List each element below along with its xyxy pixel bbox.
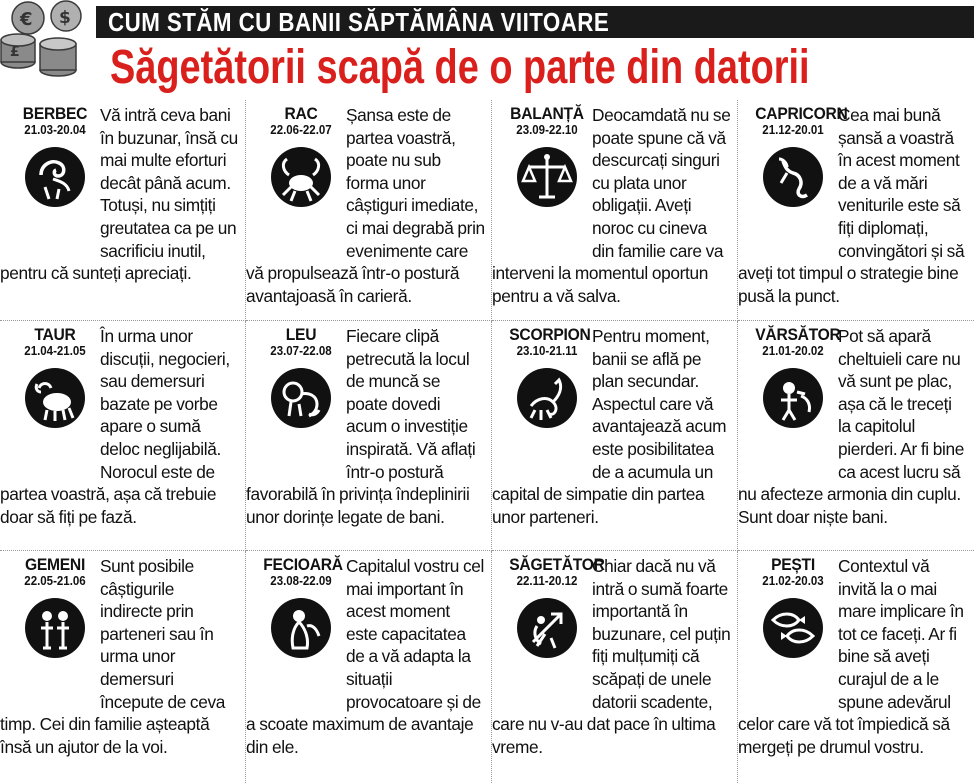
sign-card <box>0 551 246 783</box>
archer-icon <box>515 596 579 660</box>
sign-name: TAUR <box>34 325 76 344</box>
sign-badge <box>14 555 96 697</box>
sign-name: SĂGETĂTOR <box>509 555 605 574</box>
maiden-icon <box>269 596 333 660</box>
twins-icon <box>23 596 87 660</box>
sign-card <box>492 551 738 783</box>
fish-icon <box>761 596 825 660</box>
sign-badge <box>752 325 841 467</box>
sign-dates: 21.02-20.03 <box>762 574 824 588</box>
horoscope-grid <box>0 100 974 783</box>
goat-icon <box>761 145 825 209</box>
sign-text: Sunt posibile câștigurile indirecte prin parteneri sau în urma unor demersuri începute de ceva timp. Cei din familie așteaptă însă un ajutor de la voi. <box>0 556 226 757</box>
sign-dates: 21.12-20.01 <box>762 123 824 137</box>
sign-card <box>492 321 738 551</box>
sign-dates: 22.11-20.12 <box>516 574 578 588</box>
sign-text: Deocamdată nu se poate spune că vă descurcați singuri cu plata unor obligații. Aveți noroc cu cineva din familie care va interveni la momentul oportun pentru a vă salva. <box>492 105 731 306</box>
sign-name: BALANȚĂ <box>510 104 584 123</box>
sign-badge <box>260 104 342 246</box>
crab-icon <box>269 145 333 209</box>
sign-dates: 21.04-21.05 <box>24 344 86 358</box>
section-title: CUM STĂM CU BANII SĂPTĂMÂNA VIITOARE <box>108 7 610 37</box>
sign-text: Pentru moment, banii se află pe plan secundar. Aspectul care vă avantajează acum este posibilitatea de a acumula un capital de simpatie din partea unor parteneri. <box>492 326 727 527</box>
lion-icon <box>269 366 333 430</box>
sign-name: CAPRICORN <box>755 104 848 123</box>
sign-badge <box>752 104 848 246</box>
sign-card <box>738 100 974 321</box>
sign-dates: 21.01-20.02 <box>762 344 824 358</box>
sign-name: PEȘTI <box>771 555 815 574</box>
sign-badge <box>260 325 342 467</box>
sign-badge <box>506 555 605 697</box>
sign-dates: 23.10-21.11 <box>516 344 578 358</box>
sign-text: În urma unor discuții, negocieri, sau demersuri bazate pe vorbe apare o sumă deloc neglijabilă. Norocul este de partea voastră, așa că trebuie doar să fiți pe fază. <box>0 326 230 527</box>
headline <box>110 38 970 98</box>
sign-text: Pot să apară cheltuieli care nu vă sunt pe plac, așa că le treceți la capitolul pierderi. Ar fi bine ca acest lucru să nu afecteze armonia din cuplu. Sunt doar niște bani. <box>738 326 964 527</box>
sign-dates: 23.08-22.09 <box>270 574 332 588</box>
sign-text: Fiecare clipă petrecută la locul de muncă se poate dovedi acum o investiție inspirată. Vă aflați într-o postură favorabilă în privința îndeplinirii unor dorințe legate de bani. <box>246 326 476 527</box>
sign-badge <box>506 325 591 467</box>
sign-text: Cea mai bună șansă a voastră în acest moment de a vă mări veniturile este să fiți diplomați, convingători și să aveți tot timpul o strategie bine pusă la punct. <box>738 105 965 306</box>
sign-text: Șansa este de partea voastră, poate nu sub forma unor câștiguri imediate, ci mai degrabă prin evenimente care vă propulsează într-o postură avantajoasă în carieră. <box>246 105 485 306</box>
sign-name: FECIOARĂ <box>263 555 343 574</box>
sign-name: LEU <box>285 325 317 344</box>
sign-card <box>0 321 246 551</box>
section-bar <box>96 6 974 38</box>
sign-dates: 21.03-20.04 <box>24 123 86 137</box>
coins-icon <box>0 0 110 80</box>
sign-text: Contextul vă invită la o mai mare implicare în tot ce faceți. Ar fi bine să aveți curajul de a le spune adevărul celor care vă tot împiedică să mergeți pe drumul vostru. <box>738 556 964 757</box>
scales-icon <box>515 145 579 209</box>
sign-card <box>246 321 492 551</box>
sign-badge <box>506 104 588 246</box>
sign-text: Capitalul vostru cel mai important în acest moment este capacitatea de a vă adapta la situații provocatoare și de a scoate maximum de avantaje din ele. <box>246 556 484 757</box>
sign-dates: 23.09-22.10 <box>516 123 578 137</box>
sign-badge <box>14 325 96 467</box>
sign-card <box>738 321 974 551</box>
sign-card <box>0 100 246 321</box>
svg-text:$: $ <box>59 8 71 28</box>
sign-badge <box>14 104 96 246</box>
svg-text:£: £ <box>10 44 20 60</box>
ram-icon <box>23 145 87 209</box>
sign-name: VĂRSĂTOR <box>755 325 841 344</box>
sign-text: Vă intră ceva bani în buzunar, însă cu mai multe eforturi decât până acum. Totuși, nu simțiți greutatea ca pe un sacrificiu inutil, pentru că sunteți apreciați. <box>0 105 238 284</box>
sign-dates: 23.07-22.08 <box>270 344 332 358</box>
sign-dates: 22.06-22.07 <box>270 123 332 137</box>
scorpion-icon <box>515 366 579 430</box>
sign-card <box>246 551 492 783</box>
sign-name: BERBEC <box>22 104 88 123</box>
bull-icon <box>23 366 87 430</box>
sign-card <box>738 551 974 783</box>
sign-text: Chiar dacă nu vă intră o sumă foarte importantă în buzunare, cel puțin fiți mulțumiți că scăpați de unele datorii scadente, care nu v-au dat pace în ultima vreme. <box>492 556 731 757</box>
sign-name: SCORPION <box>509 325 591 344</box>
sign-name: GEMENI <box>24 555 86 574</box>
headline-text: Săgetătorii scapă de o parte din datorii <box>110 41 810 94</box>
svg-text:€: € <box>20 9 33 30</box>
sign-badge <box>752 555 834 697</box>
water-bearer-icon <box>761 366 825 430</box>
sign-card <box>246 100 492 321</box>
sign-badge <box>260 555 342 697</box>
sign-dates: 22.05-21.06 <box>24 574 86 588</box>
sign-card <box>492 100 738 321</box>
sign-name: RAC <box>284 104 318 123</box>
